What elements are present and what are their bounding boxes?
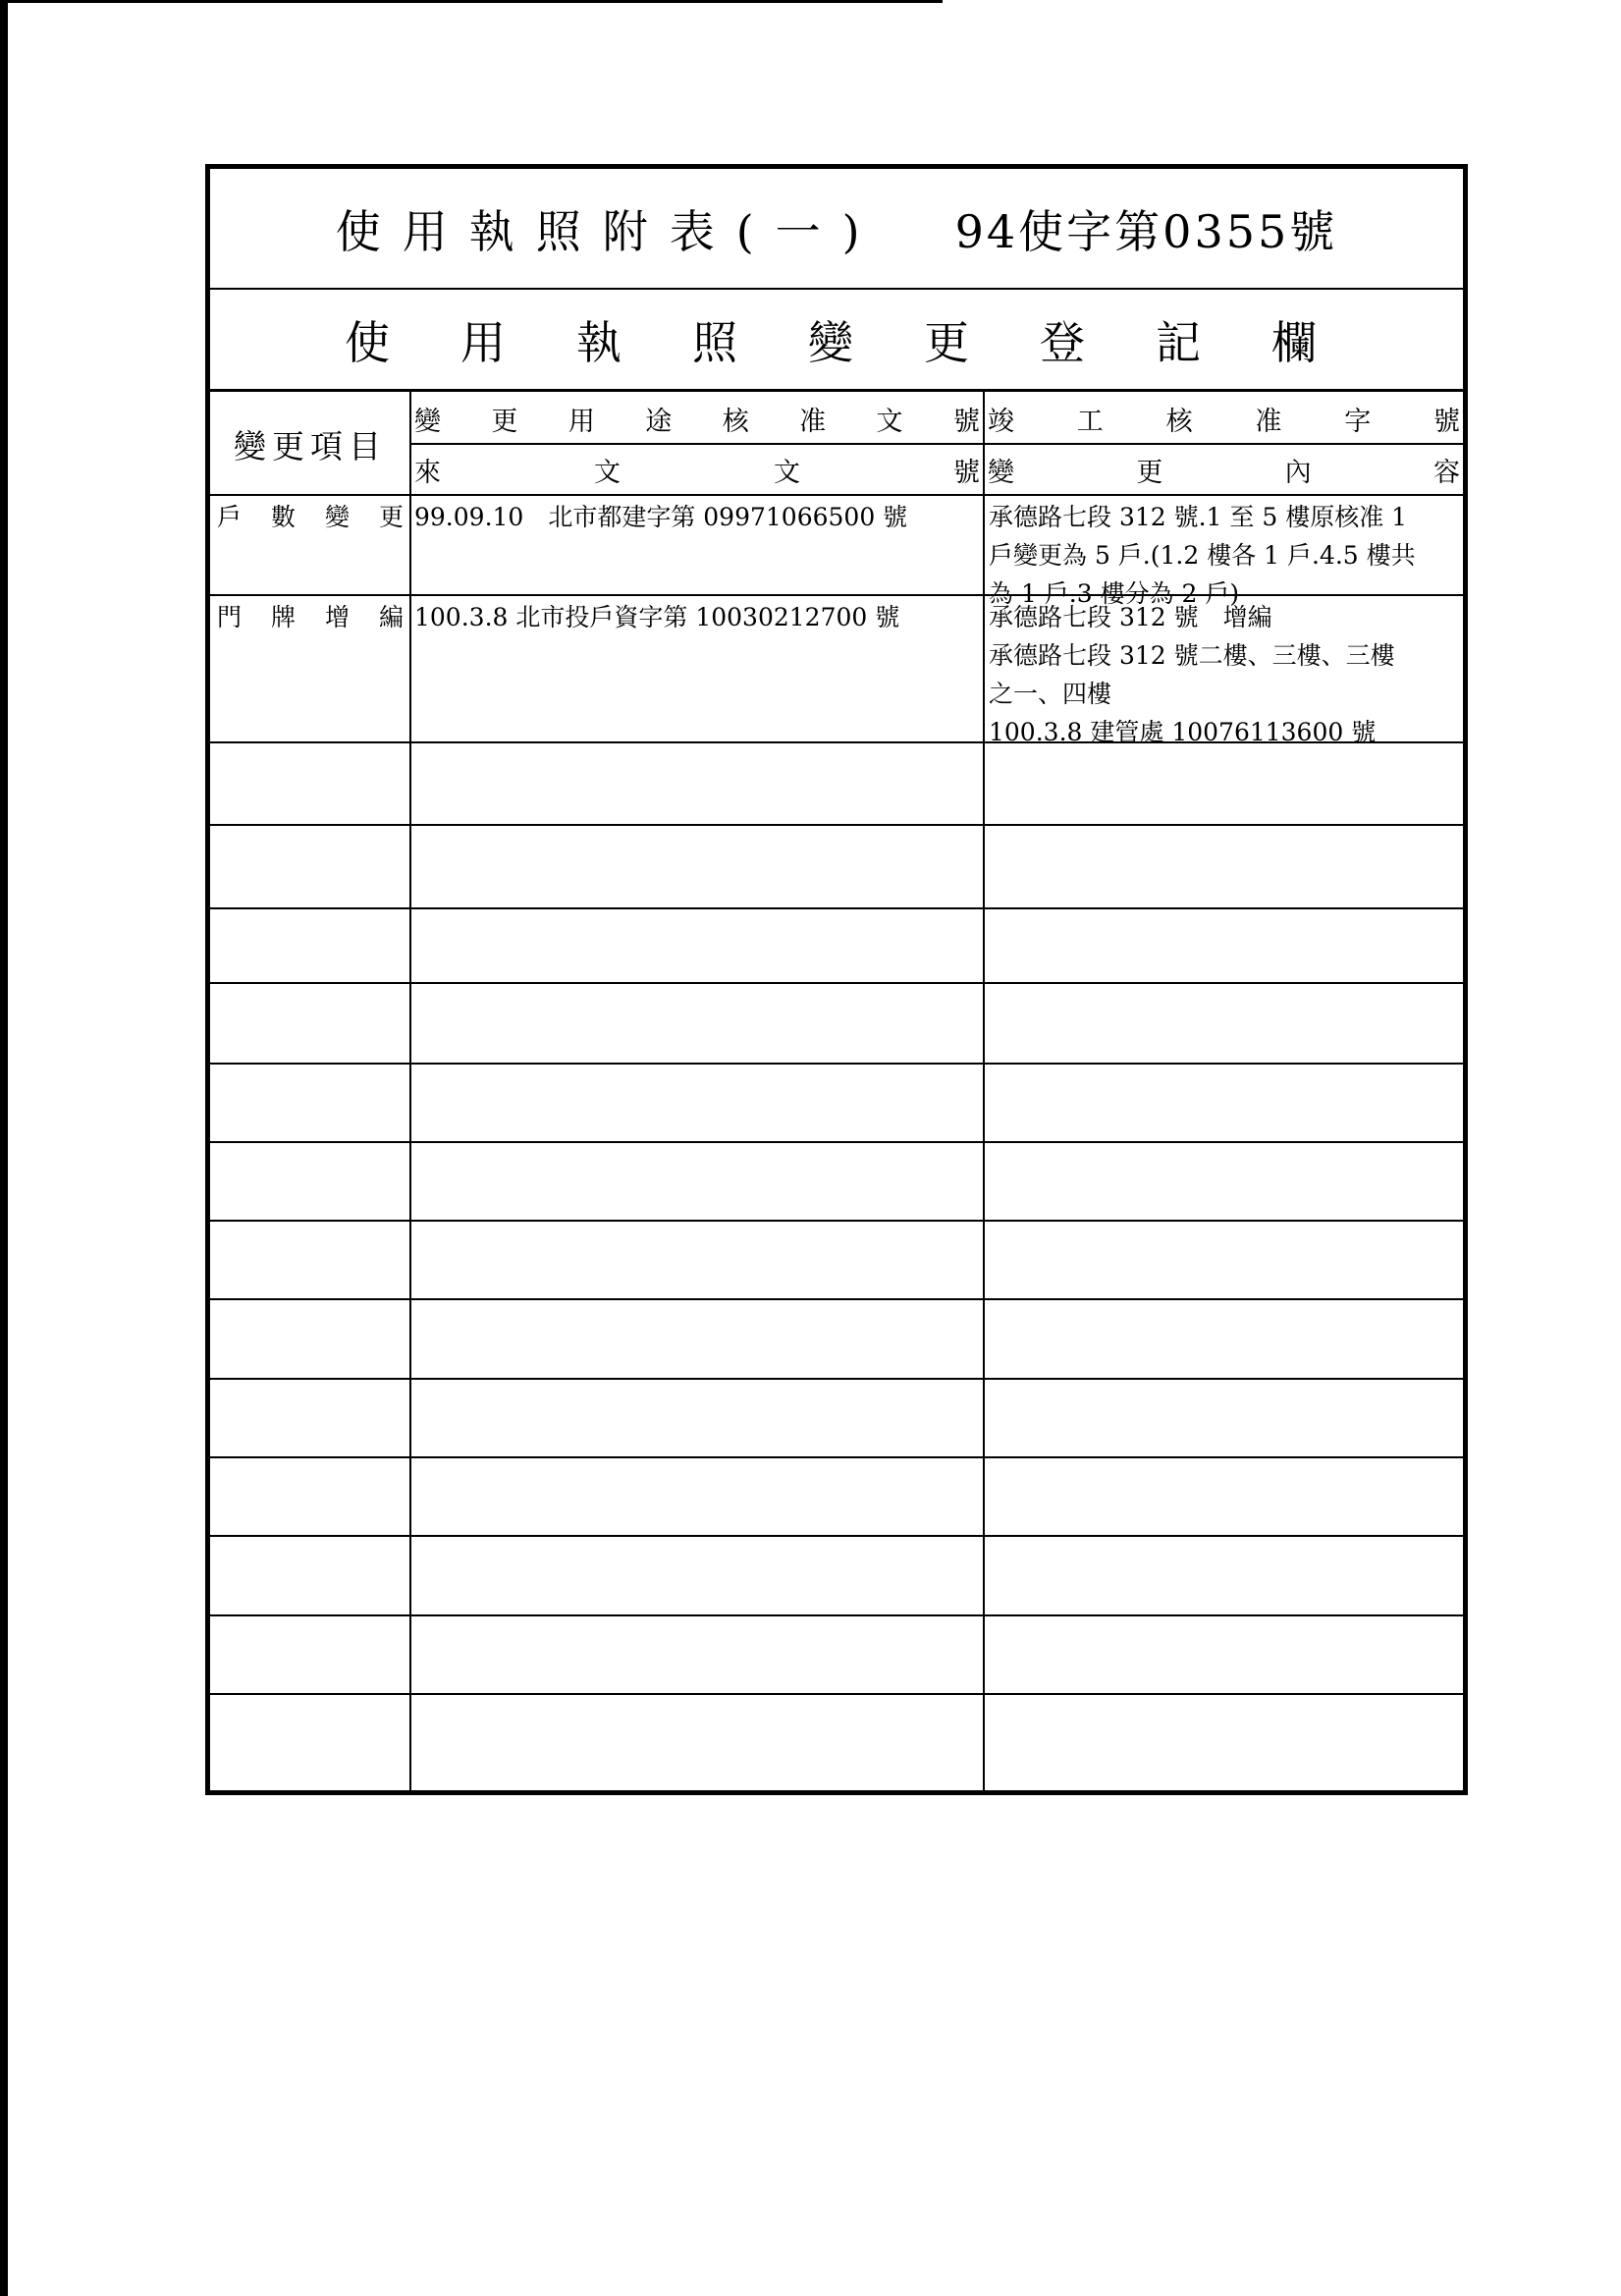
- item-char: 變: [324, 503, 350, 531]
- header-char: 文: [876, 406, 903, 437]
- header-char: 核: [722, 406, 749, 437]
- item-char: 數: [270, 503, 296, 531]
- header-approval-doc: [411, 394, 983, 443]
- title-row: [210, 169, 1463, 290]
- header-char: 途: [645, 406, 673, 437]
- header-char: 變: [414, 406, 441, 437]
- row-divider: [210, 1141, 1463, 1143]
- header-char: 准: [799, 406, 827, 437]
- header-char: 准: [1255, 406, 1282, 437]
- content-line: 承德路七段 312 號二樓、三樓、三樓: [989, 641, 1395, 670]
- column-divider: [983, 392, 985, 1790]
- header-char: 用: [567, 406, 595, 437]
- header-char: 來: [414, 457, 441, 488]
- header-char: 變: [988, 457, 1014, 488]
- header-char: 容: [1432, 457, 1460, 488]
- header-char: 文: [774, 457, 800, 488]
- content-line: 之一、四樓: [989, 680, 1112, 708]
- attachment-title: 使用執照附表(一): [335, 204, 882, 258]
- content-line: 承德路七段 312 號.1 至 5 樓原核准 1: [989, 503, 1408, 531]
- header-char: 號: [1432, 406, 1460, 437]
- header-incoming-doc: [411, 445, 983, 494]
- section-title: 使用執照變更登記欄: [210, 290, 1463, 392]
- row-1-document: 99.09.10 北市都建字第 09971066500 號: [414, 503, 908, 531]
- header-char: 工: [1076, 406, 1104, 437]
- change-register-table: [210, 392, 1463, 1790]
- header-char: 更: [1136, 457, 1163, 488]
- item-char: 門: [217, 603, 243, 631]
- row-divider: [210, 1298, 1463, 1300]
- scan-edge-left: [0, 0, 8, 2296]
- row-2-document: 100.3.8 北市投戶資字第 10030212700 號: [414, 603, 900, 631]
- row-divider: [210, 1063, 1463, 1065]
- header-char: 號: [952, 406, 980, 437]
- header-char: 內: [1284, 457, 1312, 488]
- content-line: 為 1 戶.3 樓分為 2 戶): [989, 579, 1240, 608]
- row-1-item: [214, 498, 406, 536]
- header-char: 核: [1165, 406, 1193, 437]
- row-divider: [210, 824, 1463, 826]
- header-completion-approval: [985, 394, 1463, 443]
- header-char: 竣: [988, 406, 1014, 437]
- content-line: 承德路七段 312 號 增編: [989, 603, 1272, 631]
- header-char: 字: [1344, 406, 1372, 437]
- row-divider: [210, 1614, 1463, 1616]
- item-char: 增: [324, 603, 350, 631]
- item-char: 更: [378, 503, 404, 531]
- column-divider: [409, 392, 411, 1790]
- row-divider: [210, 1378, 1463, 1380]
- item-char: 戶: [217, 503, 243, 531]
- row-divider: [210, 1220, 1463, 1222]
- row-divider: [210, 1456, 1463, 1458]
- row-divider: [210, 1693, 1463, 1695]
- row-divider: [210, 982, 1463, 984]
- row-1-content: [989, 498, 1416, 613]
- header-char: 文: [594, 457, 621, 488]
- header-change-content: [985, 445, 1463, 494]
- header-change-item: 變更項目: [234, 426, 387, 465]
- row-divider: [210, 907, 1463, 909]
- license-number: 94使字第0355號: [954, 204, 1338, 258]
- row-divider: [210, 1535, 1463, 1537]
- content-line: 戶變更為 5 戶.(1.2 樓各 1 戶.4.5 樓共: [989, 541, 1416, 570]
- item-char: 編: [378, 603, 404, 631]
- content-line: 100.3.8 建管處 10076113600 號: [989, 718, 1377, 746]
- license-attachment-sheet: [205, 164, 1468, 1795]
- header-char: 更: [491, 406, 518, 437]
- scan-edge-top: [0, 0, 943, 3]
- row-2-content: [989, 598, 1395, 751]
- item-char: 牌: [270, 603, 296, 631]
- header-char: 號: [953, 457, 980, 488]
- row-2-item: [214, 598, 406, 636]
